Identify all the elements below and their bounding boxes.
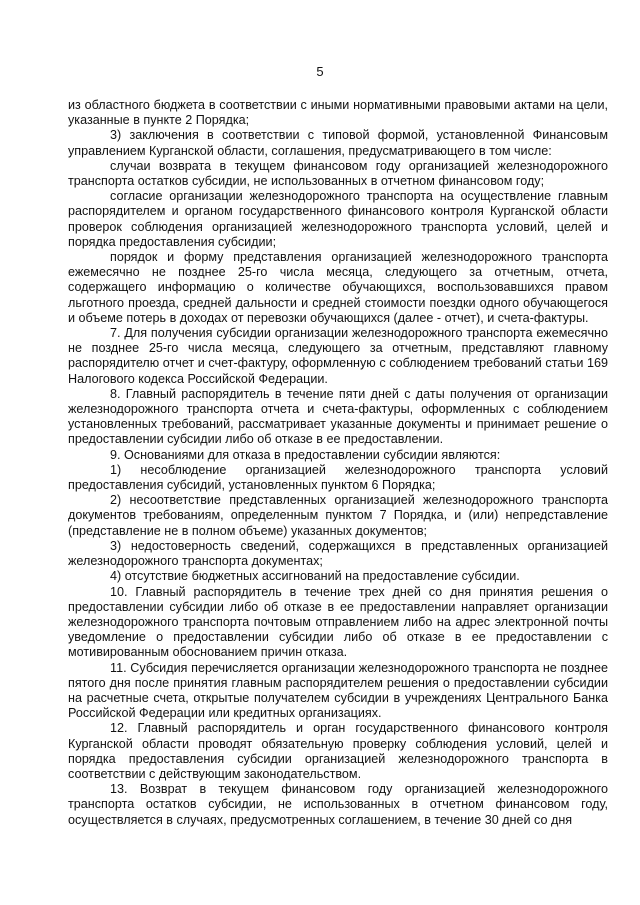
paragraph: 8. Главный распорядитель в течение пяти дней с даты получения от организации железнодорожного транспорта отчета и счета-фактуры, оформленных с соблюдением установленных требований, рассматривает указанные документы и принимает решение о предоставлении субсидии либо об отказе в ее предоставлении. — [68, 386, 608, 447]
paragraph: согласие организации железнодорожного транспорта на осуществление главным распорядителем и органом государственного финансового контроля Курганской области проверок соблюдения организацией железнодорожного транспорта условий, целей и порядка предоставления субсидии; — [68, 189, 608, 249]
page-number: 5 — [316, 64, 324, 79]
paragraph: случаи возврата в текущем финансовом году организацией железнодорожного транспорта остатков субсидии, не использованных в отчетном финансовом году; — [68, 158, 608, 189]
paragraph: 12. Главный распорядитель и орган государственного финансового контроля Курганской области проводят обязательную проверку соблюдения условий, целей и порядка предоставления субсидии организацией железнодорожного транспорта в соответствии с действующим законодательством. — [68, 721, 608, 781]
paragraph: 11. Субсидия перечисляется организации железнодорожного транспорта не позднее пятого дня после принятия главным распорядителем решения о предоставлении субсидии на расчетные счета, открытые получателем субсидии в учреждениях Центрального Банка Российской Федерации или кредитных организациях. — [68, 660, 608, 721]
paragraph: 7. Для получения субсидии организации железнодорожного транспорта ежемесячно не позднее 25-го числа месяца, следующего за отчетным, представляют главному распорядителю отчет и счет-фактуру, оформленную с соблюдением требований статьи 169 Налогового кодекса Российской Федерации. — [68, 326, 608, 386]
paragraph: из областного бюджета в соответствии с иными нормативными правовыми актами на цели, указанные в пункте 2 Порядка; — [68, 98, 608, 128]
paragraph: порядок и форму представления организацией железнодорожного транспорта ежемесячно не позднее 25-го числа месяца, следующего за отчетным, отчета, содержащего информацию о количестве обучающихся, воспользовавшихся правом льготного проезда, средней дальности и средней стоимости поездки одного обучающегося и объеме потерь в доходах от перевозки обучающихся (далее - отчет), и счета-фактуры. — [68, 250, 608, 325]
paragraph: 2) несоответствие представленных организацией железнодорожного транспорта документов требованиям, определенным пунктом 7 Порядка, и (или) непредставление (представление не в полном объеме) указанных документов; — [68, 493, 608, 538]
paragraph: 4) отсутствие бюджетных ассигнований на предоставление субсидии. — [110, 569, 520, 584]
paragraph: 3) недостоверность сведений, содержащихся в представленных организацией железнодорожного транспорта документах; — [68, 538, 608, 569]
paragraph: 1) несоблюдение организацией железнодорожного транспорта условий предоставления субсидий, установленных пунктом 6 Порядка; — [68, 462, 608, 493]
paragraph: 10. Главный распорядитель в течение трех дней со дня принятия решения о предоставлении субсидии либо об отказе в ее предоставлении направляет организации железнодорожного транспорта почтовым отправлением либо на адрес электронной почты уведомление о предоставлении субсидии либо об отказе в ее предоставлении с мотивированным обоснованием причин отказа. — [68, 584, 608, 660]
paragraph: 9. Основаниями для отказа в предоставлении субсидии являются: — [110, 447, 501, 462]
paragraph: 13. Возврат в текущем финансовом году организацией железнодорожного транспорта остатков субсидии, не использованных в отчетном финансовом году, осуществляется в случаях, предусмотренных соглашением, в течение 30 дней со дня — [68, 782, 608, 827]
paragraph: 3) заключения в соответствии с типовой формой, установленной Финансовым управлением Курганской области, соглашения, предусматривающего в том числе: — [68, 128, 608, 158]
document-body — [68, 98, 608, 828]
